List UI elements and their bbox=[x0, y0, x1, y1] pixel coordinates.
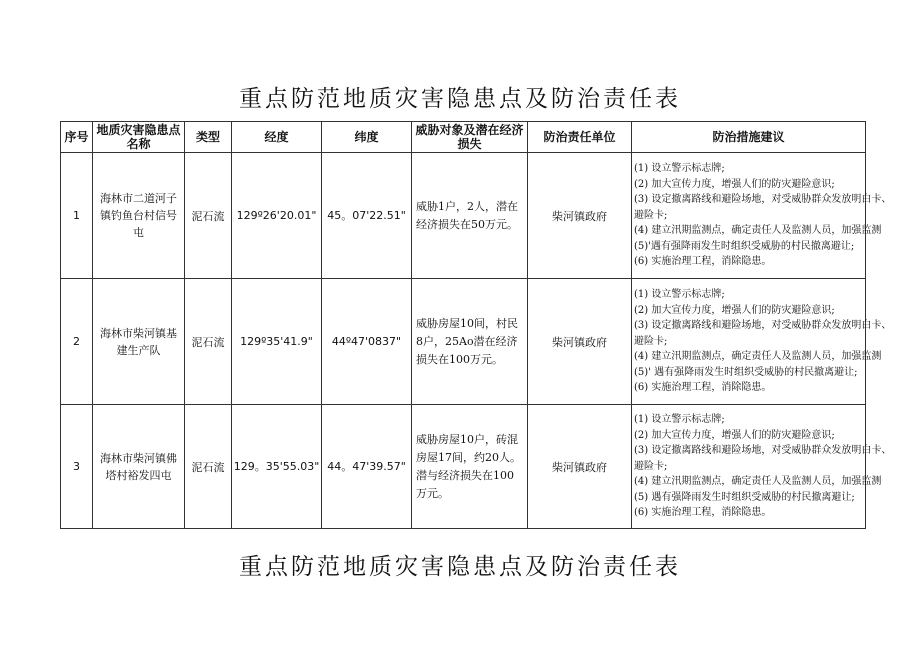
measure-item: (5)' 遇有强降雨发生时组织受威胁的村民撤离避让; bbox=[634, 366, 858, 378]
measure-item: (4) 建立汛期监测点，确定责任人及监测人员，加强监测 bbox=[634, 225, 882, 237]
latitude: 45。07'22.51" bbox=[322, 153, 412, 279]
measure-item: (5)'遇有强降雨发生时组织受威胁的村民撤离避让; bbox=[634, 240, 855, 252]
hazard-type: 泥石流 bbox=[185, 279, 232, 405]
header-index: 序号 bbox=[61, 122, 93, 153]
table-row bbox=[61, 153, 866, 279]
measure-item: (3) 设定撤离路线和避险场地，对受威胁群众发放明白卡、 bbox=[634, 445, 892, 457]
hazard-type: 泥石流 bbox=[185, 405, 232, 529]
measure-item: (1) 设立警示标志牌; bbox=[634, 413, 725, 425]
measure-item: (1) 设立警示标志牌; bbox=[634, 162, 725, 174]
measure-item: 避险卡; bbox=[634, 209, 668, 221]
measure-item: (1) 设立警示标志牌; bbox=[634, 288, 725, 300]
measures-list bbox=[632, 405, 892, 529]
threat-description: 威胁房屋10间，村民8户，25Ao潜在经济损失在100万元。 bbox=[412, 279, 528, 405]
header-type: 类型 bbox=[185, 122, 232, 153]
latitude: 44。47'39.57" bbox=[322, 405, 412, 529]
header-site-name: 地质灾害隐患点名称 bbox=[93, 122, 185, 153]
row-index: 3 bbox=[61, 405, 93, 529]
measure-item: 避险卡; bbox=[634, 335, 668, 347]
measure-item: (4) 建立汛期监测点，确定责任人及监测人员，加强监测 bbox=[634, 351, 882, 363]
measure-item: (6) 实施治理工程，消除隐患。 bbox=[634, 256, 772, 268]
measure-item: (4) 建立汛期监测点，确定责任人及监测人员，加强监测 bbox=[634, 476, 882, 488]
hazard-type: 泥石流 bbox=[185, 153, 232, 279]
site-name: 海林市柴河镇基建生产队 bbox=[93, 279, 185, 405]
latitude: 44º47'0837" bbox=[322, 279, 412, 405]
hazard-table bbox=[60, 121, 892, 529]
site-name: 海林市二道河子镇钓鱼台村信号屯 bbox=[93, 153, 185, 279]
measure-item: (3) 设定撤离路线和避险场地，对受威胁群众发放明白卡、 bbox=[634, 320, 892, 332]
header-unit: 防治责任单位 bbox=[528, 122, 632, 153]
row-index: 2 bbox=[61, 279, 93, 405]
table-row bbox=[61, 279, 866, 405]
measure-item: (2) 加大宣传力度，增强人们的防灾避险意识; bbox=[634, 178, 835, 190]
responsible-unit: 柴河镇政府 bbox=[528, 279, 632, 405]
responsible-unit: 柴河镇政府 bbox=[528, 153, 632, 279]
measure-item: 避险卡; bbox=[634, 460, 668, 472]
threat-description: 威胁房屋10户，砖混房屋17间，约20人。潜与经济损失在100万元。 bbox=[412, 405, 528, 529]
table-row bbox=[61, 405, 866, 529]
header-threat: 威胁对象及潜在经济损失 bbox=[412, 122, 528, 153]
measures-list bbox=[632, 279, 892, 405]
measure-item: (5) 遇有强降雨发生时组织受威胁的村民撤离避让; bbox=[634, 491, 855, 503]
longitude: 129。35'55.03" bbox=[232, 405, 322, 529]
site-name: 海林市柴河镇佛塔村裕发四屯 bbox=[93, 405, 185, 529]
measure-item: (2) 加大宣传力度，增强人们的防灾避险意识; bbox=[634, 429, 835, 441]
header-longitude: 经度 bbox=[232, 122, 322, 153]
measure-item: (6) 实施治理工程，消除隐患。 bbox=[634, 382, 772, 394]
measures-list bbox=[632, 153, 892, 279]
page-title: 重点防范地质灾害隐患点及防治责任表 bbox=[239, 86, 681, 112]
header-latitude: 纬度 bbox=[322, 122, 412, 153]
row-index: 1 bbox=[61, 153, 93, 279]
measure-item: (3) 设定撤离路线和避险场地，对受威胁群众发放明白卡、 bbox=[634, 194, 892, 206]
threat-description: 威胁1户，2人，潜在经济损失在50万元。 bbox=[412, 153, 528, 279]
header-measures: 防治措施建议 bbox=[632, 122, 866, 153]
page-title-repeat: 重点防范地质灾害隐患点及防治责任表 bbox=[239, 554, 681, 580]
longitude: 129º26'20.01" bbox=[232, 153, 322, 279]
measure-item: (2) 加大宣传力度，增强人们的防灾避险意识; bbox=[634, 304, 835, 316]
header-row bbox=[61, 122, 866, 153]
measure-item: (6) 实施治理工程，消除隐患。 bbox=[634, 507, 772, 519]
longitude: 129º35'41.9" bbox=[232, 279, 322, 405]
responsible-unit: 柴河镇政府 bbox=[528, 405, 632, 529]
